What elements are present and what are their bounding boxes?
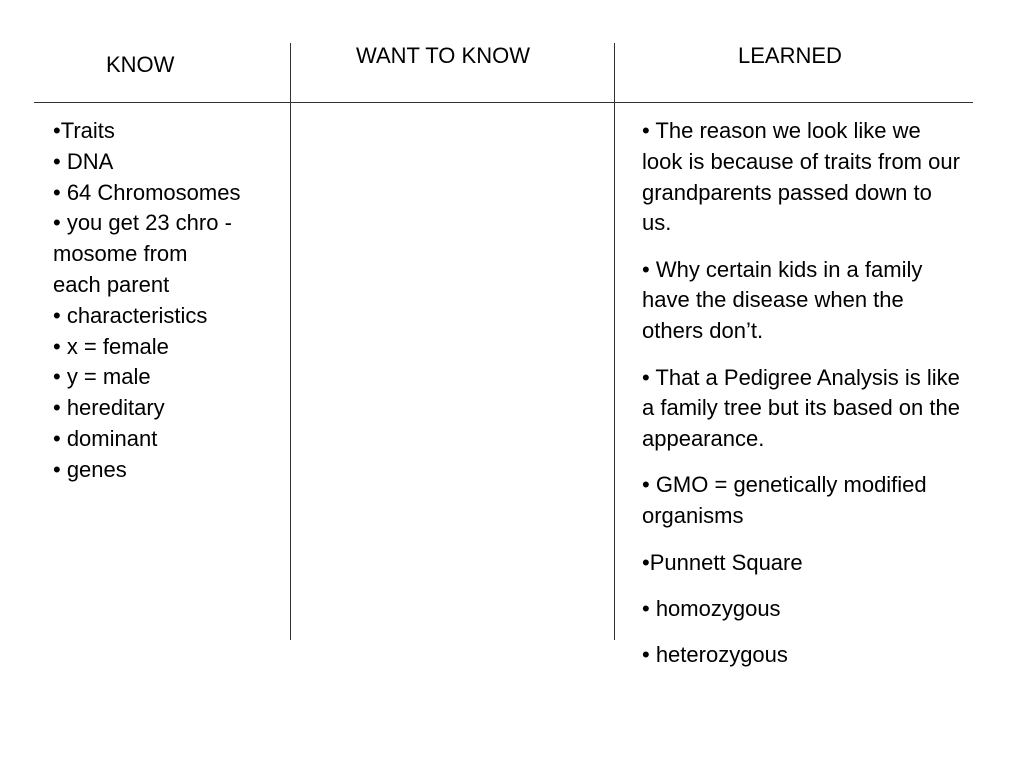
learned-item: • Why certain kids in a family have the disease when the others don’t.: [642, 256, 923, 344]
know-column-header: KNOW: [106, 52, 175, 77]
learned-item: • GMO = genetically modified organisms: [642, 472, 927, 529]
know-item: mosome from: [53, 241, 188, 267]
column-divider-line: [614, 43, 615, 640]
know-item: •Traits: [53, 118, 115, 143]
know-item: • genes: [53, 456, 127, 482]
learned-item: •Punnett Square: [642, 549, 803, 575]
know-item: • x = female: [53, 333, 169, 359]
know-item: • 64 Chromosomes: [53, 179, 241, 205]
learned-item: • homozygous: [642, 595, 781, 621]
want-to-know-column-header: WANT TO KNOW: [356, 43, 530, 68]
learned-item: • That a Pedigree Analysis is like a family tree but its based on the appearance.: [642, 364, 960, 452]
know-item: • dominant: [53, 425, 158, 451]
learned-item: • heterozygous: [642, 642, 788, 668]
learned-list: [642, 116, 962, 686]
column-divider-line: [290, 43, 291, 640]
know-item: • characteristics: [53, 302, 208, 328]
know-list: [53, 116, 283, 486]
know-item: each parent: [53, 271, 170, 297]
learned-item: • The reason we look like we look is because of traits from our grandparents passed down to us.: [642, 118, 960, 236]
learned-column-header: LEARNED: [738, 43, 842, 68]
know-item: • y = male: [53, 364, 151, 390]
know-item: • you get 23 chro -: [53, 210, 232, 236]
know-item: • hereditary: [53, 395, 165, 421]
know-item: • DNA: [53, 148, 114, 174]
header-divider-line: [34, 102, 973, 103]
